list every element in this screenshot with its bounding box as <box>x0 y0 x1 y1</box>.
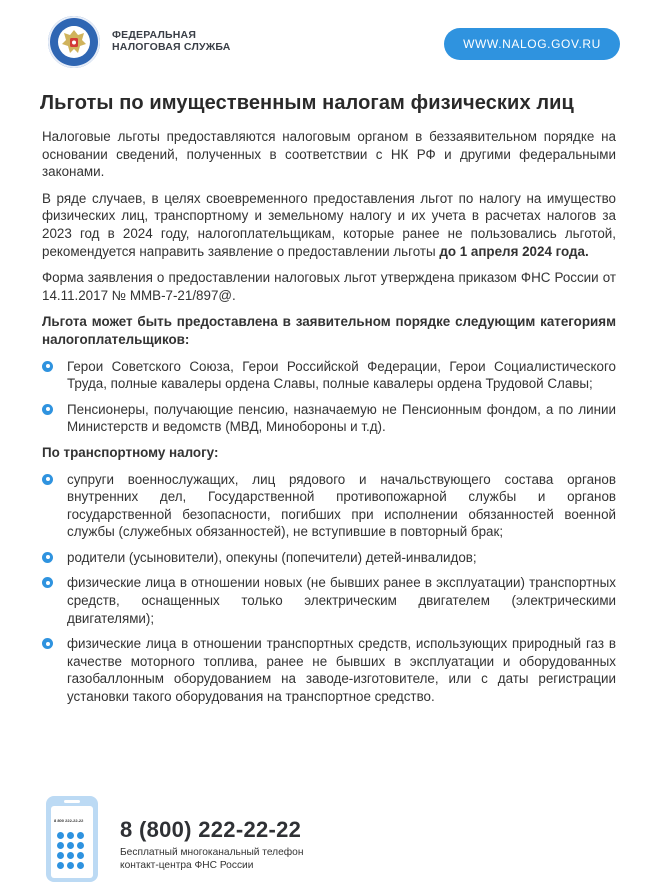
list-item-text: физические лица в отношении новых (не бывших ранее в эксплуатации) транспортных средств, оснащенных только электрическим двигателем (электрическими двигателями); <box>67 575 616 626</box>
list-item-text: родители (усыновители), опекуны (попечители) детей-инвалидов; <box>67 549 477 565</box>
intro-paragraph: Налоговые льготы предоставляются налоговым органом в беззаявительном порядке на основании сведений, полученных в соответствии с НК РФ и другими федеральными законами. <box>42 129 616 180</box>
website-link-button[interactable]: WWW.NALOG.GOV.RU <box>444 28 620 60</box>
phone-icon <box>46 796 98 882</box>
fns-logo-emblem <box>48 16 100 68</box>
categories-heading: Льгота может быть предоставлена в заявительном порядке следующим категориям налогоплательщиков: <box>42 314 616 347</box>
transport-tax-heading: По транспортному налогу: <box>42 444 219 460</box>
bullet-icon <box>42 474 53 485</box>
recommendation-paragraph <box>42 190 616 260</box>
page-title: Льготы по имущественным налогам физических лиц <box>40 92 574 114</box>
list-item <box>42 471 616 541</box>
org-name-line2: НАЛОГОВАЯ СЛУЖБА <box>112 41 231 53</box>
form-order-paragraph: Форма заявления о предоставлении налоговых льгот утверждена приказом ФНС России от 14.11.2017 № ММВ-7-21/897@. <box>42 270 616 303</box>
deadline-text: до 1 апреля 2024 года. <box>439 243 589 259</box>
org-name-line1: ФЕДЕРАЛЬНАЯ <box>112 29 197 41</box>
hotline-description-line2: контакт-центра ФНС России <box>120 860 254 871</box>
list-item-text: физические лица в отношении транспортных средств, использующих природный газ в качестве моторного топлива, ранее не бывших в эксплуатации и оборудованных газобаллонным оборудованием на заводе-изготовителе, или с даты регистрации установки такого оборудования на транспортное средство. <box>67 636 616 705</box>
phone-icon-number: 8 800 222-22-22 <box>54 818 84 823</box>
bullet-icon <box>42 577 53 588</box>
categories-list <box>42 358 616 436</box>
list-item-text: Пенсионеры, получающие пенсию, назначаемую не Пенсионным фондом, а по линии Министерств и ведомств (МВД, Минобороны и т.д). <box>67 401 616 435</box>
recommendation-text: В ряде случаев, в целях своевременного предоставления льгот по налогу на имущество физических лиц, транспортному и земельному налогу и их учета в расчетах налогов за 2023 год в 2024 году, налогоплательщикам, которые ранее не пользовались льготой, рекомендуется направить заявление о предоставлении льготы <box>42 190 616 259</box>
hotline-description <box>120 846 303 872</box>
bullet-icon <box>42 361 53 372</box>
list-item <box>42 358 616 393</box>
list-item <box>42 401 616 436</box>
phone-speaker <box>64 800 80 803</box>
org-name <box>112 29 231 53</box>
main-content <box>42 128 616 714</box>
phone-keypad <box>57 832 89 869</box>
transport-tax-list <box>42 471 616 706</box>
bullet-icon <box>42 552 53 563</box>
hotline-description-line1: Бесплатный многоканальный телефон <box>120 847 304 858</box>
list-item-text: Герои Советского Союза, Герои Российской Федерации, Герои Социалистического Труда, полные кавалеры ордена Славы, полные кавалеры ордена Трудовой Славы; <box>67 358 616 392</box>
bullet-icon <box>42 404 53 415</box>
header <box>0 0 648 80</box>
list-item <box>42 635 616 705</box>
list-item <box>42 574 616 627</box>
bullet-icon <box>42 638 53 649</box>
list-item-text: супруги военнослужащих, лиц рядового и начальствующего состава органов внутренних дел, Государственной противопожарной службы и органов государственной безопасности, погибших при исполнении обязанностей военной службы (служебных обязанностей), не вступившие в повторный брак; <box>67 471 616 540</box>
hotline-phone-number[interactable]: 8 (800) 222-22-22 <box>120 817 302 842</box>
list-item <box>42 549 616 567</box>
